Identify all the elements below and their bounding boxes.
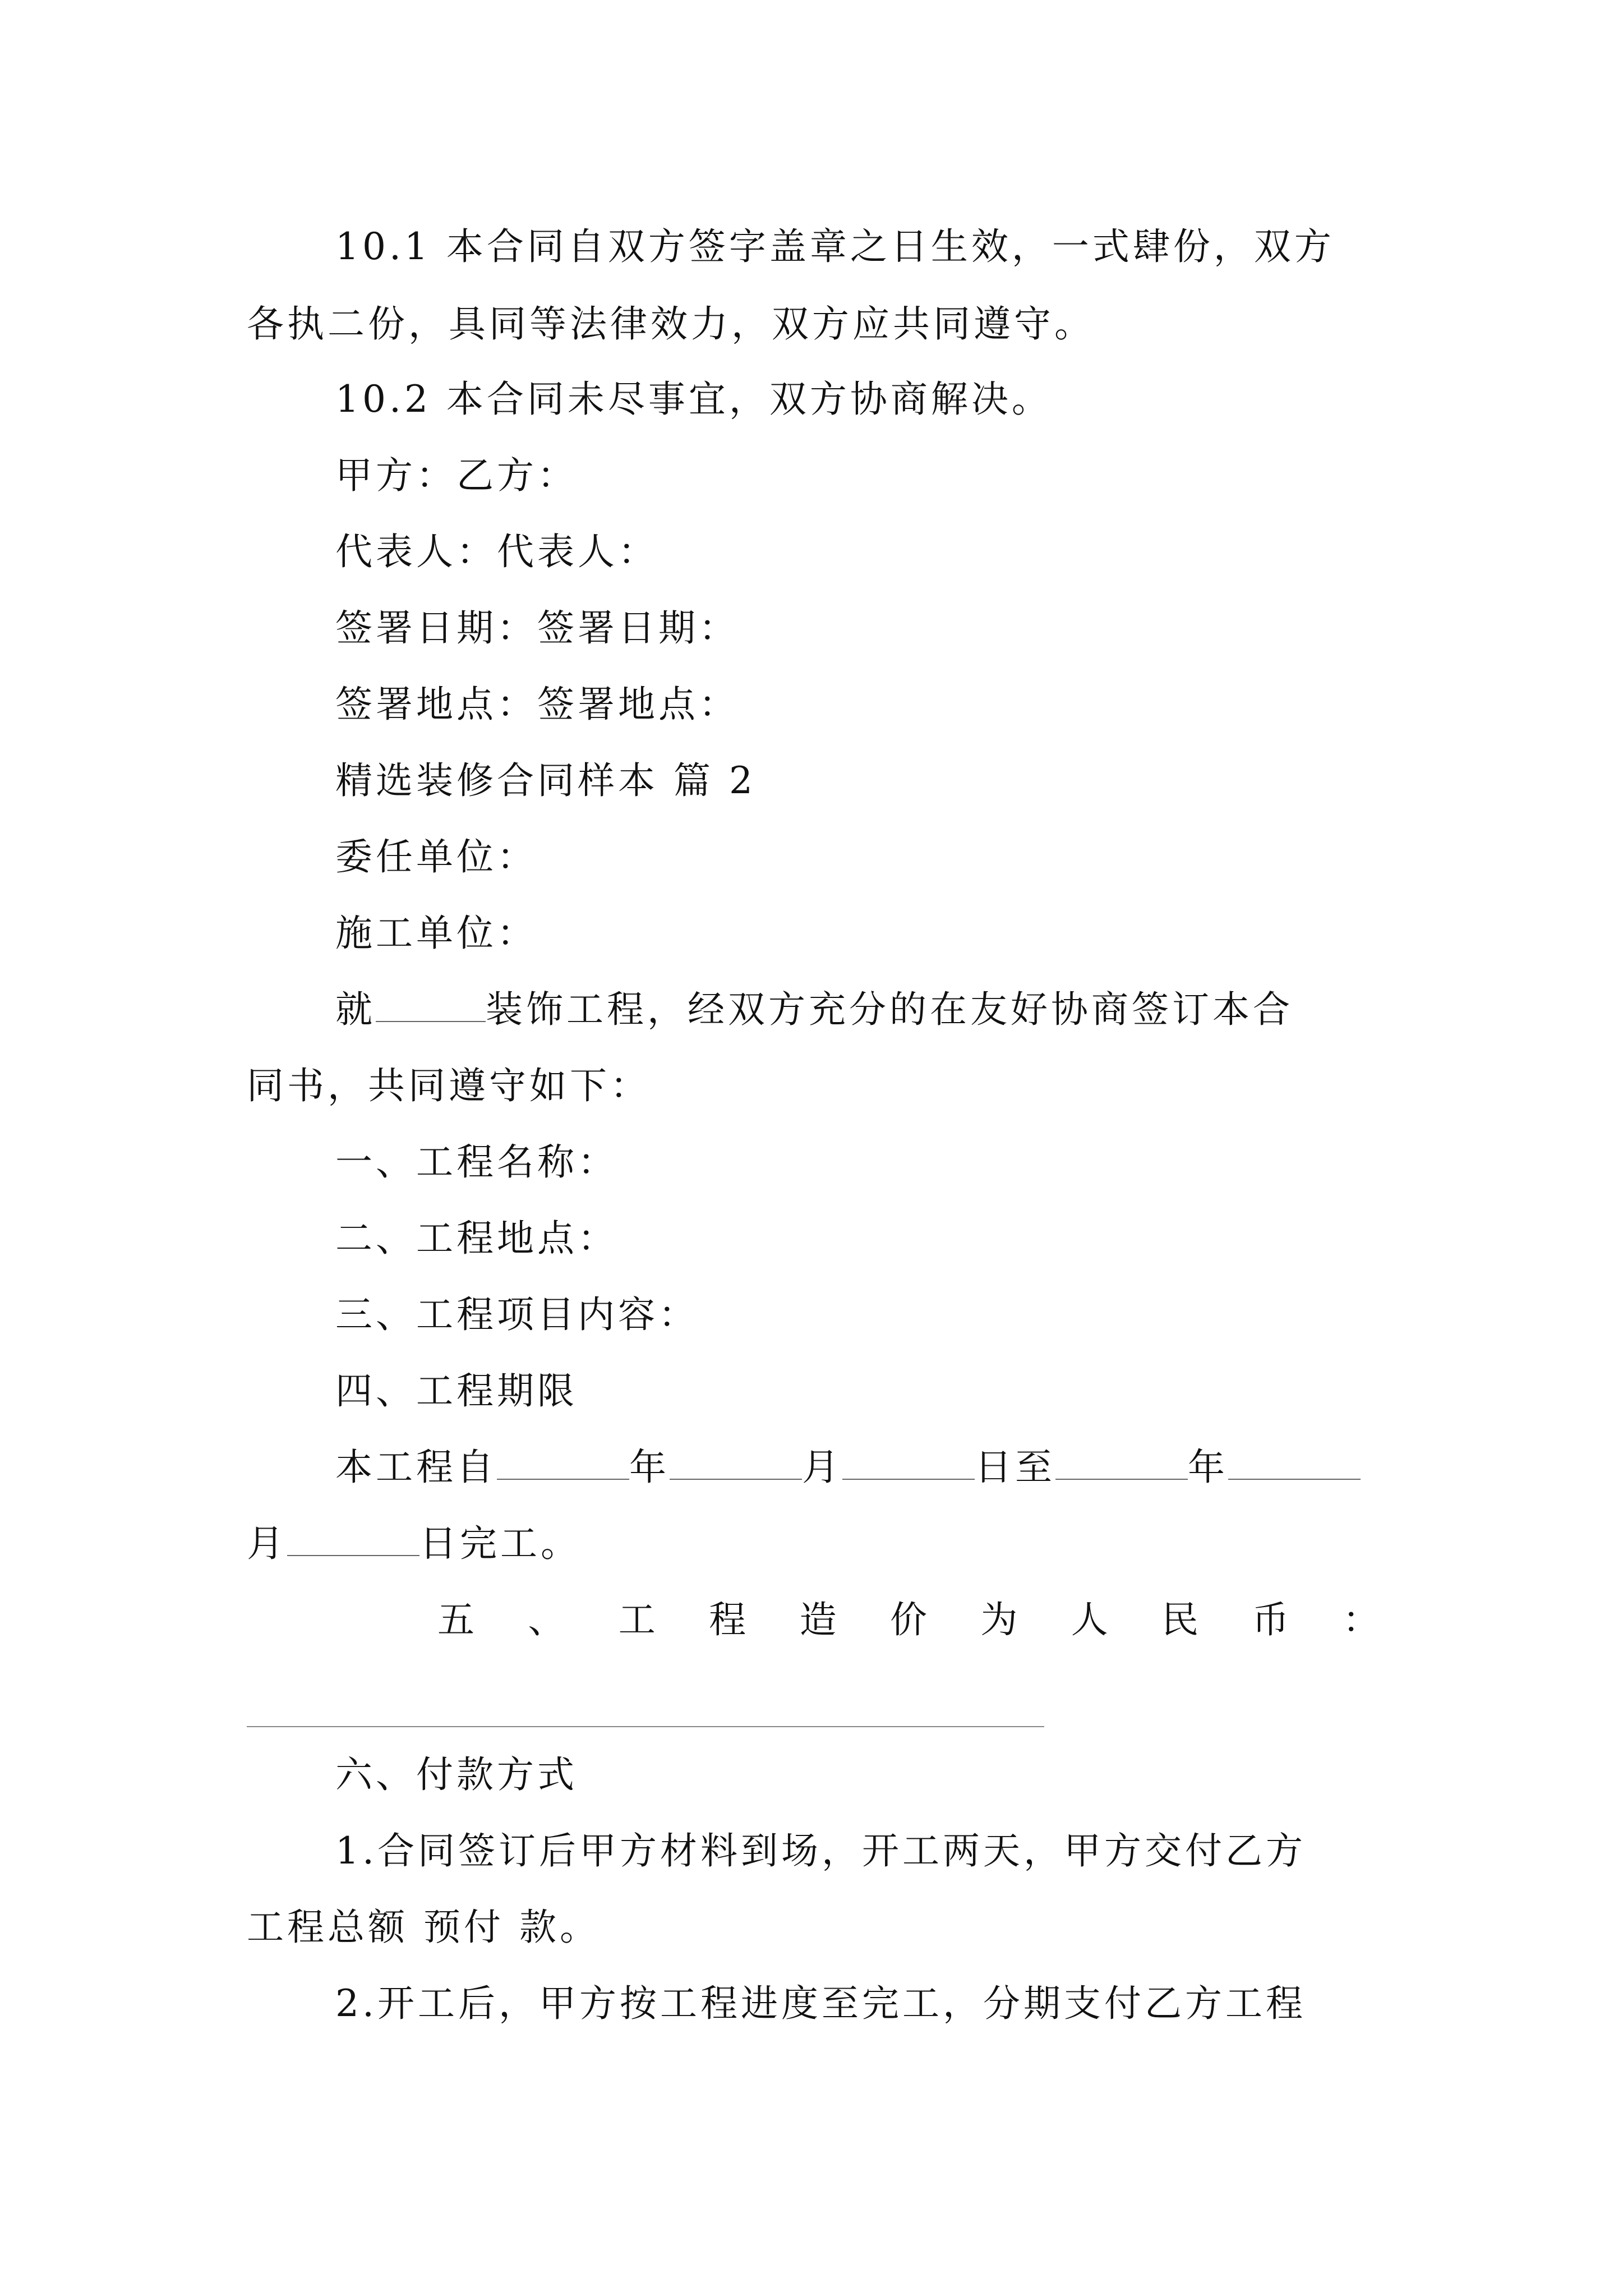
price-char: 为 [980, 1598, 1018, 1641]
party-line: 甲方：乙方： [335, 454, 578, 497]
price-char: 价 [889, 1598, 927, 1641]
intro-prefix: 就 [335, 988, 376, 1031]
year-label-2: 年 [1188, 1446, 1228, 1489]
blank-field [497, 1445, 629, 1480]
blank-field [670, 1445, 802, 1480]
month-label: 月 [802, 1446, 842, 1489]
period-line-2 [247, 1521, 581, 1566]
price-char: 造 [799, 1598, 837, 1641]
payment-clause-1-line-2: 工程总额 预付 款。 [247, 1906, 600, 1949]
item-project-content: 三、工程项目内容： [335, 1293, 699, 1336]
completion-label: 日完工。 [419, 1522, 581, 1565]
signing-place-line: 签署地点：签署地点： [335, 683, 739, 726]
section-title: 精选装修合同样本 篇 2 [335, 759, 756, 802]
commissioning-unit-line: 委任单位： [335, 835, 537, 878]
price-char: 程 [709, 1598, 746, 1641]
price-line [437, 1598, 1380, 1642]
intro-line-1 [335, 987, 1293, 1032]
month-label-2: 月 [247, 1522, 287, 1565]
payment-clause-2-line-1: 2.开工后，甲方按工程进度至完工，分期支付乙方工程 [335, 1982, 1306, 2025]
blank-field [287, 1521, 419, 1556]
day-to-label: 日至 [975, 1446, 1055, 1489]
clause-10-1-line-1: 10.1 本合同自双方签字盖章之日生效，一式肆份，双方 [335, 225, 1335, 268]
price-blank-rule [247, 1726, 1044, 1727]
item-project-location: 二、工程地点： [335, 1217, 618, 1260]
intro-suffix: 装饰工程，经双方充分的在友好协商签订本合 [486, 988, 1293, 1031]
period-line-1 [335, 1445, 1361, 1490]
clause-10-2: 10.2 本合同未尽事宜，双方协商解决。 [335, 378, 1052, 421]
year-label: 年 [629, 1446, 670, 1489]
blank-field [842, 1445, 975, 1480]
blank-field [1055, 1445, 1188, 1480]
signing-date-line: 签署日期：签署日期： [335, 606, 739, 650]
blank-field [376, 987, 486, 1022]
price-char: 人 [1071, 1598, 1108, 1641]
price-char: 民 [1161, 1598, 1199, 1641]
price-char: 、 [528, 1598, 565, 1641]
construction-unit-line: 施工单位： [335, 912, 537, 955]
intro-line-2: 同书，共同遵守如下： [247, 1064, 651, 1107]
blank-field [1228, 1445, 1361, 1480]
clause-10-1-line-2: 各执二份，具同等法律效力，双方应共同遵守。 [247, 302, 1095, 346]
price-char: 五 [437, 1598, 474, 1641]
representative-line: 代表人：代表人： [335, 530, 658, 573]
item-project-period: 四、工程期限 [335, 1369, 578, 1412]
item-project-name: 一、工程名称： [335, 1140, 618, 1184]
price-char: 工 [618, 1598, 656, 1641]
item-payment-method: 六、付款方式 [335, 1753, 578, 1796]
price-char: ： [1342, 1598, 1380, 1641]
price-char: 币 [1252, 1598, 1289, 1641]
payment-clause-1-line-1: 1.合同签订后甲方材料到场，开工两天，甲方交付乙方 [335, 1829, 1306, 1872]
period-start-label: 本工程自 [335, 1446, 497, 1489]
